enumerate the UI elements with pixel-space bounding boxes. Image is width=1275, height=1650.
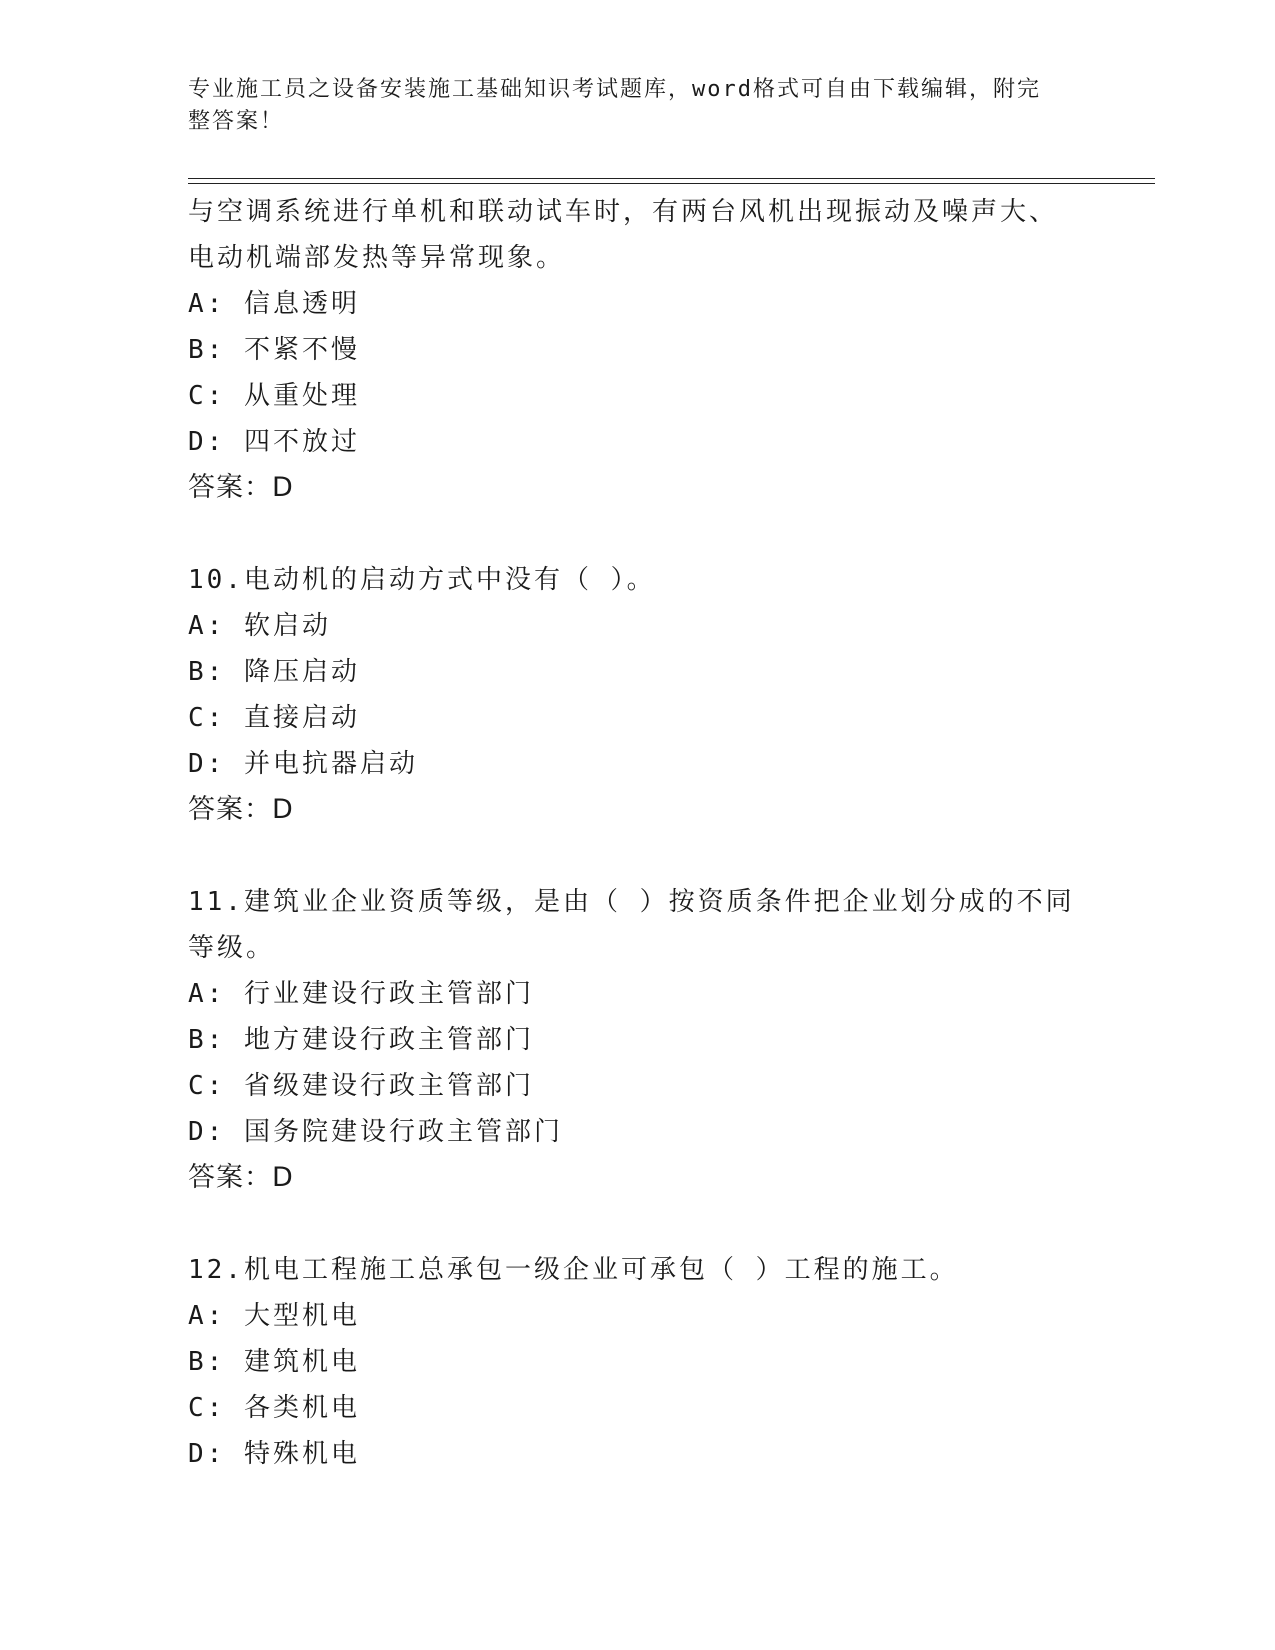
option-a: A: 信息透明 (188, 289, 360, 319)
header-divider-bottom (188, 183, 1155, 184)
question-text: 12.机电工程施工总承包一级企业可承包（ ）工程的施工。 (188, 1255, 959, 1285)
option-d: D: 四不放过 (188, 427, 360, 457)
option-b: B: 建筑机电 (188, 1347, 360, 1377)
question-block (188, 557, 1088, 833)
option-d: D: 并电抗器启动 (188, 749, 418, 779)
option-d: D: 特殊机电 (188, 1439, 360, 1469)
option-c: C: 直接启动 (188, 703, 360, 733)
question-text: 电动机端部发热等异常现象。 (188, 243, 566, 273)
option-c: C: 各类机电 (188, 1393, 360, 1423)
question-block (188, 879, 1088, 1201)
option-b: B: 地方建设行政主管部门 (188, 1025, 534, 1055)
option-a: A: 行业建设行政主管部门 (188, 979, 534, 1009)
header-line-1: 专业施工员之设备安装施工基础知识考试题库，word格式可自由下载编辑，附完 (188, 77, 1041, 102)
spacer (188, 511, 1088, 557)
option-c: C: 从重处理 (188, 381, 360, 411)
spacer (188, 1201, 1088, 1247)
question-block (188, 189, 1088, 511)
question-text: 11.建筑业企业资质等级，是由（ ）按资质条件把企业划分成的不同 (188, 887, 1075, 917)
document-header (188, 74, 1068, 138)
option-d: D: 国务院建设行政主管部门 (188, 1117, 563, 1147)
option-b: B: 降压启动 (188, 657, 360, 687)
header-divider-top (188, 178, 1155, 179)
answer: 答案：D (188, 794, 294, 825)
option-c: C: 省级建设行政主管部门 (188, 1071, 534, 1101)
header-line-2: 整答案！ (188, 109, 285, 134)
question-text: 等级。 (188, 933, 276, 963)
answer: 答案：D (188, 1162, 294, 1193)
question-text: 与空调系统进行单机和联动试车时，有两台风机出现振动及噪声大、 (188, 197, 1059, 227)
question-text: 10.电动机的启动方式中没有（ ）。 (188, 565, 656, 595)
option-b: B: 不紧不慢 (188, 335, 360, 365)
question-block (188, 1247, 1088, 1477)
answer: 答案：D (188, 472, 294, 503)
option-a: A: 大型机电 (188, 1301, 360, 1331)
option-a: A: 软启动 (188, 611, 331, 641)
spacer (188, 833, 1088, 879)
question-list (188, 189, 1088, 1477)
